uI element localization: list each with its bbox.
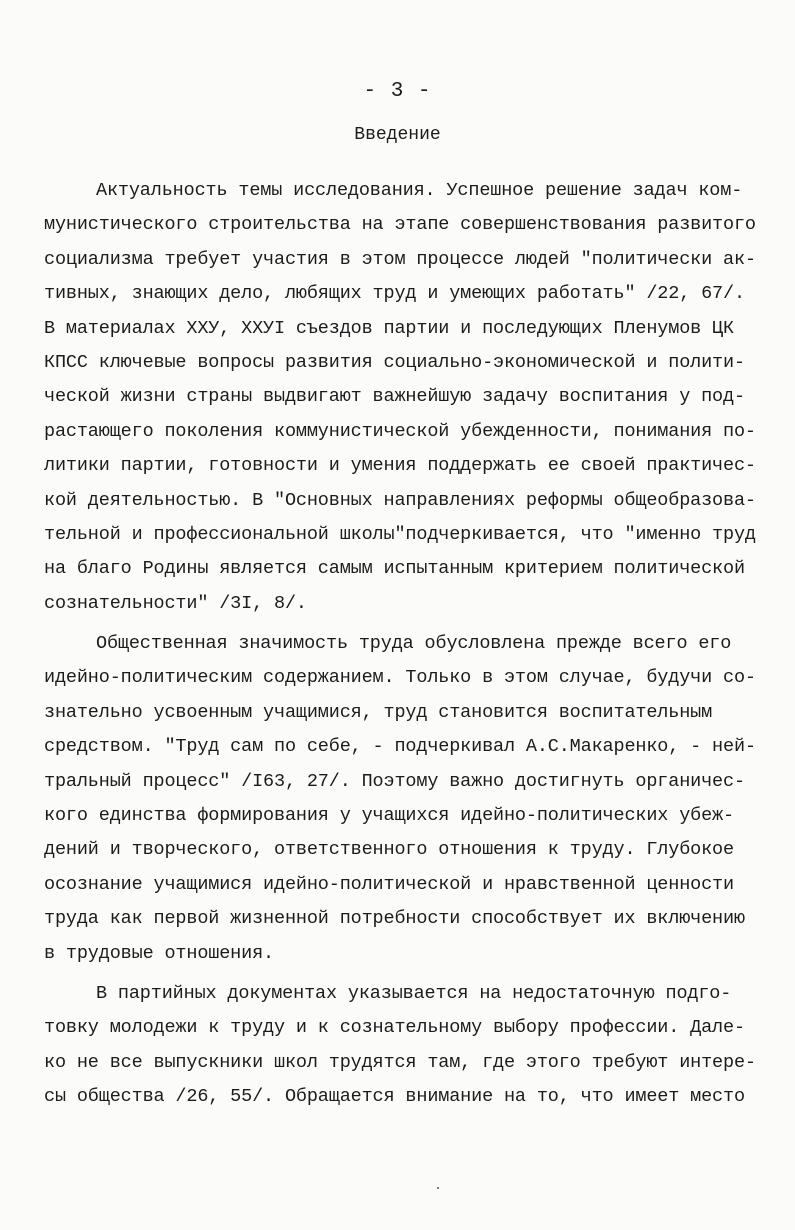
text-line: осознание учащимися идейно-политической и нравственной ценности [44, 873, 734, 895]
text-line: КПСС ключевые вопросы развития социально-экономической и полити- [44, 351, 745, 373]
text-line: средством. "Труд сам по себе, - подчеркивал А.С.Макаренко, - ней- [44, 736, 756, 758]
text-line: Общественная значимость труда обусловлена прежде всего его [96, 633, 732, 655]
text-line: на благо Родины является самым испытанным критерием политической [44, 558, 745, 580]
text-line: растающего поколения коммунистической убежденности, понимания по- [44, 420, 756, 442]
text-line: идейно-политическим содержанием. Только в этом случае, будучи со- [44, 667, 756, 689]
scan-speck [437, 1187, 439, 1189]
paragraph-2 [44, 627, 754, 971]
paragraph-1 [44, 174, 754, 621]
text-line: тивных, знающих дело, любящих труд и умеющих работать" /22, 67/. [44, 283, 745, 305]
page-number: - 3 - [363, 80, 432, 103]
section-heading: Введение [354, 125, 441, 145]
text-line: мунистического строительства на этапе совершенствования развитого [44, 214, 756, 236]
text-line: дений и творческого, ответственного отношения к труду. Глубокое [44, 839, 734, 861]
text-line: В материалах ХХУ, ХХУI съездов партии и последующих Пленумов ЦК [44, 317, 734, 339]
text-line: труда как первой жизненной потребности способствует их включению [44, 908, 745, 930]
text-line: в трудовые отношения. [44, 942, 274, 964]
text-line: ко не все выпускники школ трудятся там, где этого требуют интере- [44, 1051, 756, 1073]
text-line: сы общества /26, 55/. Обращается внимание на то, что имеет место [44, 1086, 745, 1108]
text-line: кого единства формирования у учащихся идейно-политических убеж- [44, 805, 734, 827]
text-line: ческой жизни страны выдвигают важнейшую задачу воспитания у под- [44, 386, 745, 408]
body-text [44, 174, 754, 1115]
text-line: знательно усвоенным учащимися, труд становится воспитательным [44, 701, 713, 723]
text-line: сознательности" /3I, 8/. [44, 592, 307, 614]
paragraph-3 [44, 977, 754, 1115]
text-line: тральный процесс" /I63, 27/. Поэтому важно достигнуть органичес- [44, 770, 745, 792]
text-line: товку молодежи к труду и к сознательному выбору профессии. Дале- [44, 1017, 745, 1039]
text-line: тельной и профессиональной школы"подчеркивается, что "именно труд [44, 523, 756, 545]
text-line: В партийных документах указывается на недостаточную подго- [96, 982, 732, 1004]
text-line: социализма требует участия в этом процессе людей "политически ак- [44, 248, 756, 270]
text-line: Актуальность темы исследования. Успешное решение задач ком- [96, 180, 743, 201]
text-line: литики партии, готовности и умения поддержать ее своей практичес- [44, 455, 756, 477]
text-line: кой деятельностью. В "Основных направлениях реформы общеобразова- [44, 489, 756, 511]
